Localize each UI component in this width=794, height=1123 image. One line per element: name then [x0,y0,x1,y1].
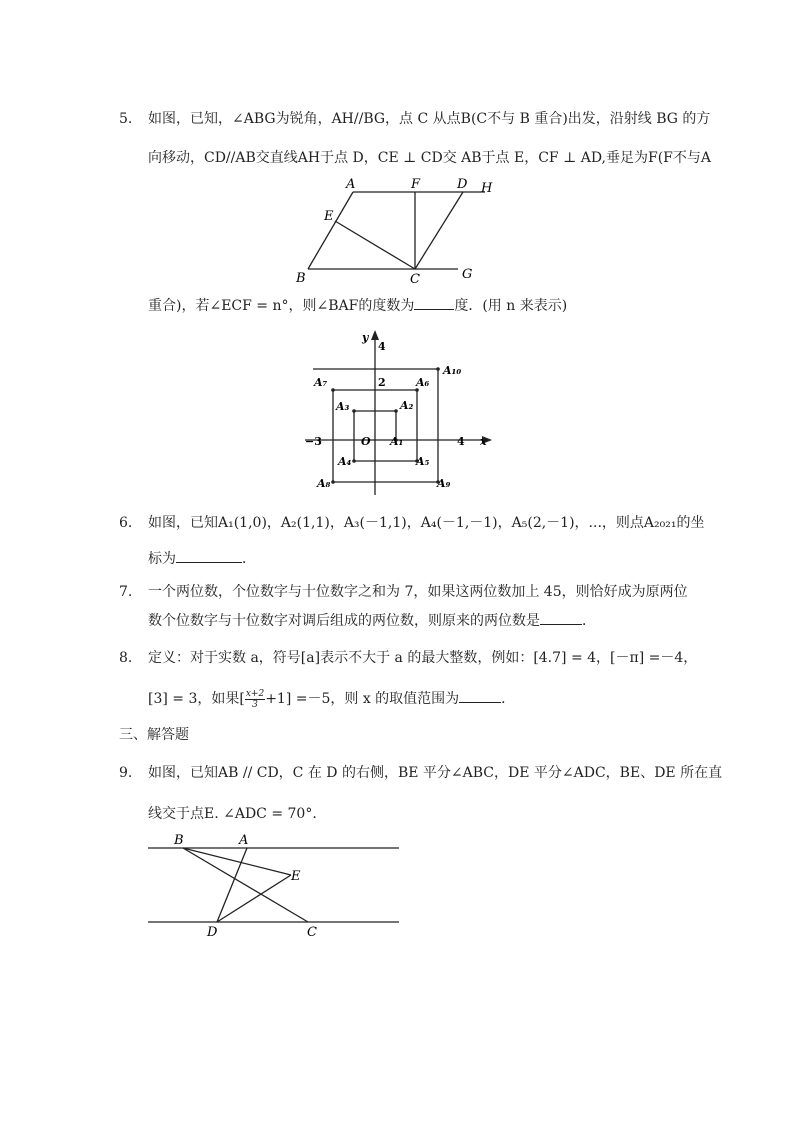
q6-number: 6. [119,515,133,531]
label-D: D [207,925,218,940]
label-A9: A₉ [437,477,451,490]
label-A7: A₇ [314,376,328,389]
q6-line2-b: ． [242,551,256,567]
label-F: F [411,177,421,192]
tick-y-4: 4 [378,340,386,353]
q6-text-line1: 如图，已知A₁(1,0)，A₂(1,1)，A₃(－1,1)，A₄(－1,－1)，A₅(2,－1)，...，则点A₂₀₂₁的坐 [148,515,705,531]
q9-number: 9. [119,765,133,781]
q8-line2-c: ． [501,691,516,707]
q5-text-line1: 如图，已知，∠ABG为锐角，AH//BG，点 C 从点B(C不与 B 重合)出发，沿射线 BG 的方 [148,111,711,127]
q5-line3-a: 重合)，若∠ECF = n°，则∠BAF的度数为 [148,298,415,314]
label-B: B [296,271,306,286]
q8-text-line2 [148,688,684,710]
q9-figure [145,830,405,942]
label-A5: A₅ [416,455,430,468]
label-H: H [481,181,493,196]
label-A: A [239,833,249,848]
q5-figure [290,175,493,287]
label-A6: A₆ [416,376,430,389]
label-D: D [457,177,468,192]
label-C: C [307,925,317,940]
q7-line2-a: 数个位数字与十位数字对调后组成的两位数，则原来的两位数是 [148,613,540,629]
q8-text-line1: 定义：对于实数 a，符号[a]表示不大于 a 的最大整数，例如：[4.7] = 4，[－π] =－4， [148,650,698,666]
axis-label-x: x [480,435,487,448]
q8-fraction-numerator: x+2 [245,688,265,699]
label-A4: A₄ [338,455,352,468]
origin-label: O [361,435,371,448]
q7-text-line1: 一个两位数，个位数字与十位数字之和为 7，如果这两位数加上 45，则恰好成为原两位 [148,584,688,600]
line-CE [335,221,415,269]
q5-text-line3 [148,295,684,317]
q7-number: 7. [119,584,133,600]
q6-line2-a: 标为 [148,551,176,567]
label-A10: A₁₀ [443,364,462,377]
q5-answer-blank[interactable] [414,295,454,310]
tick-y-2: 2 [378,376,386,389]
q8-line2-b: +1] =－5，则 x 的取值范围为 [265,691,460,707]
tick-x-4: 4 [457,435,465,448]
line-AD [217,848,247,922]
label-B: B [174,833,184,848]
label-G: G [462,267,473,282]
label-C: C [410,272,420,287]
q6-answer-blank[interactable] [176,548,242,563]
q6-figure [300,330,500,500]
label-A: A [346,177,356,192]
q8-answer-blank[interactable] [459,688,501,703]
q8-line2-a: [3] = 3，如果[ [148,691,245,707]
line-DE [217,875,291,922]
q5-text-line2: 向移动，CD//AB交直线AH于点 D，CE ⊥ CD交 AB于点 E，CF ⊥ AD,垂足为F(F不与A [148,150,711,166]
axis-label-y: y [362,331,369,344]
q9-text-line1: 如图，已知AB // CD，C 在 D 的右侧，BE 平分∠ABC，DE 平分∠ADC，BE、DE 所在直 [148,765,723,781]
q5-line3-b: 度．(用 n 来表示) [454,298,568,314]
section-heading: 三、解答题 [119,727,189,743]
q8-number: 8. [119,650,133,666]
label-A8: A₈ [317,477,331,490]
line-BA [308,192,353,269]
label-E: E [291,869,301,884]
q8-fraction-denominator: 3 [252,699,258,710]
q5-number: 5. [119,111,133,127]
label-E: E [324,209,334,224]
q7-line2-b: ． [582,613,596,629]
q7-text-line2 [148,610,684,632]
label-A1: A₁ [390,435,404,448]
q7-answer-blank[interactable] [540,610,582,625]
q6-text-line2 [148,548,684,570]
label-A2: A₂ [400,399,414,412]
tick-x-neg3: −3 [305,435,322,448]
line-BC [183,848,308,922]
q8-fraction [245,689,265,710]
line-CD [415,192,463,269]
label-A3: A₃ [336,400,350,413]
y-axis-arrow [371,330,379,340]
q9-text-line2: 线交于点E. ∠ADC = 70°. [148,806,317,822]
